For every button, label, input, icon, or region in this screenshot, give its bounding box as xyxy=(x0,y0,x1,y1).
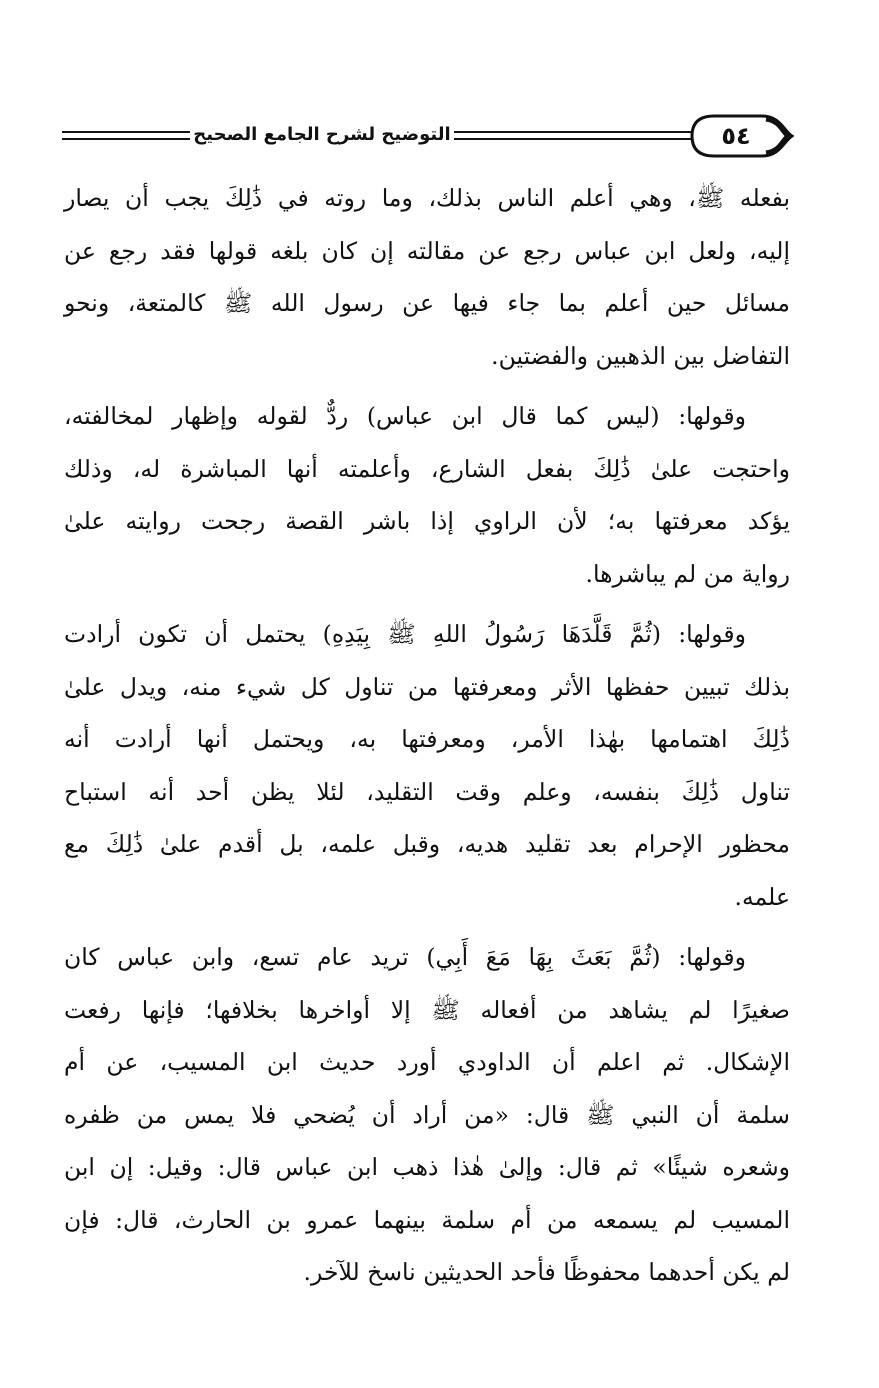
text-line: رواية من لم يباشرها. xyxy=(585,559,790,588)
text-line: وقولها: (ثُمَّ قَلَّدَهَا رَسُولُ اللهِ ﷺ بِيَدِهِ) يحتمل أن تكون أرادت xyxy=(64,620,746,648)
text-line: الإشكال. ثم اعلم أن الداودي أورد حديث ابن المسيب، عن أم xyxy=(64,1048,790,1076)
text-line: مسائل حين أعلم بما جاء فيها عن رسول الله ﷺ كالمتعة، ونحو xyxy=(64,289,790,317)
text-line: علمه. xyxy=(734,882,790,911)
paragraph xyxy=(64,390,790,600)
text-line: سلمة أن النبي ﷺ قال: «من أراد أن يُضحي فلا يمس من ظفره xyxy=(64,1100,790,1129)
text-line: المسيب لم يسمعه من أم سلمة بينهما عمرو بن الحارث، قال: فإن xyxy=(64,1205,790,1234)
text-line: محظور الإحرام بعد تقليد هديه، وقبل علمه، بل أقدم علىٰ ذَٰلِكَ مع xyxy=(64,830,790,858)
text-line: وقولها: (ثُمَّ بَعَثَ بِهَا مَعَ أَبِي) تريد عام تسع، وابن عباس كان xyxy=(64,943,746,971)
text-line: ذَٰلِكَ اهتمامها بهٰذا الأمر، ومعرفتها به، ويحتمل أنها أرادت أنه xyxy=(64,725,790,753)
paragraph xyxy=(64,608,790,923)
page-number-badge xyxy=(684,113,794,159)
text-line: يؤكد معرفتها به؛ لأن الراوي إذا باشر القصة رجحت روايته علىٰ xyxy=(64,507,790,535)
paragraph xyxy=(64,931,790,1299)
running-header xyxy=(62,112,794,162)
text-line: تناول ذَٰلِكَ بنفسه، وعلم وقت التقليد، لئلا يظن أحد أنه استباح xyxy=(64,777,790,806)
text-line: وشعره شيئًا» ثم قال: وإلىٰ هٰذا ذهب ابن عباس قال: وقيل: إن ابن xyxy=(64,1153,790,1181)
text-line: بفعله ﷺ، وهي أعلم الناس بذلك، وما روته في ذَٰلِكَ يجب أن يصار xyxy=(64,184,790,212)
text-line: وقولها: (ليس كما قال ابن عباس) ردٌّ لقوله وإظهار لمخالفته، xyxy=(64,402,746,430)
text-line: لم يكن أحدهما محفوظًا فأحد الحديثين ناسخ للآخر. xyxy=(303,1258,790,1286)
text-line: واحتجت علىٰ ذَٰلِكَ بفعل الشارع، وأعلمته أنها المباشرة له، وذلك xyxy=(64,454,790,483)
book-title: التوضيح لشرح الجامع الصحيح xyxy=(190,120,454,150)
page-body xyxy=(64,172,790,1307)
page-number: ٥٤ xyxy=(721,122,751,150)
text-line: صغيرًا لم يشاهد من أفعاله ﷺ إلا أواخرها بخلافها؛ فإنها رفعت xyxy=(64,995,790,1024)
text-line: بذلك تبيين حفظها الأثر ومعرفتها من تناول كل شيء منه، ويدل علىٰ xyxy=(64,672,790,701)
text-line: إليه، ولعل ابن عباس رجع عن مقالته إن كان بلغه قولها فقد رجع عن xyxy=(64,236,790,265)
text-line: التفاضل بين الذهبين والفضتين. xyxy=(491,341,790,370)
paragraph xyxy=(64,172,790,382)
